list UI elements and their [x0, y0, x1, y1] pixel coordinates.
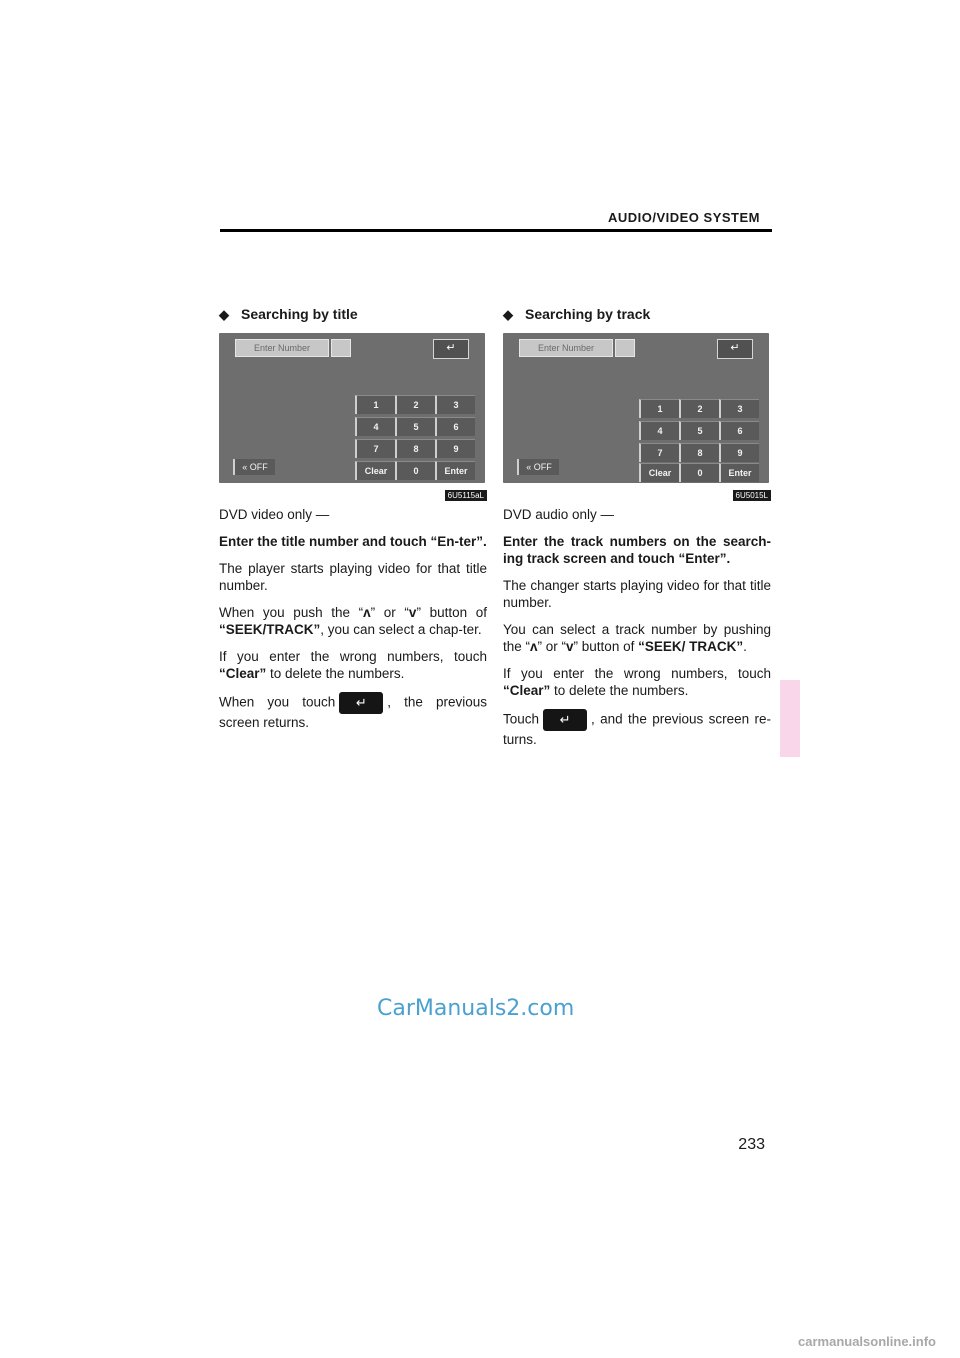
figure-code [503, 485, 771, 500]
clear-label: “Clear” [503, 683, 551, 698]
key-1: 1 [639, 399, 679, 418]
return-arrow-icon [543, 709, 587, 731]
text: to delete the numbers. [266, 666, 405, 681]
figure-code-text: 6U5115aL [445, 490, 487, 501]
paragraph: DVD video only — [219, 507, 330, 522]
paragraph [219, 648, 487, 682]
key-clear: Clear [639, 463, 679, 482]
down-arrow-icon: v [566, 639, 574, 654]
watermark[interactable]: CarManuals2.com [377, 996, 575, 1021]
return-arrow-icon: ↵ [433, 339, 469, 359]
down-arrow-icon: v [408, 605, 417, 620]
text: , you can select a chap-ter. [320, 622, 482, 637]
key-8: 8 [395, 439, 435, 458]
text: ” or “ [537, 639, 567, 654]
key-clear: Clear [355, 461, 395, 480]
paragraph: The player starts playing video for that title number. [219, 561, 487, 593]
key-6: 6 [719, 421, 759, 440]
right-heading [503, 305, 771, 323]
field-button [331, 339, 351, 357]
text: ” button of [573, 639, 639, 654]
key-7: 7 [639, 443, 679, 462]
text: to delete the numbers. [550, 683, 689, 698]
seek-track-label: “SEEK/TRACK” [219, 622, 321, 637]
paragraph [219, 692, 487, 731]
paragraph [503, 665, 771, 699]
key-5: 5 [395, 417, 435, 436]
section-tab [780, 680, 800, 757]
off-button: « OFF [233, 459, 275, 475]
key-enter: Enter [719, 463, 759, 482]
left-heading-text: Searching by title [241, 306, 358, 322]
key-3: 3 [719, 399, 759, 418]
field-button [615, 339, 635, 357]
section-title: AUDIO/VIDEO SYSTEM [607, 210, 760, 225]
key-2: 2 [679, 399, 719, 418]
paragraph [503, 709, 771, 748]
enter-number-field: Enter Number [519, 339, 613, 357]
instruction [219, 533, 487, 550]
text: ” or “ [370, 605, 409, 620]
paragraph [503, 621, 771, 655]
key-enter: Enter [435, 461, 475, 480]
paragraph: The changer starts playing video for that title number. [503, 578, 771, 610]
title-search-screen [219, 333, 485, 483]
figure-code-text: 6U5015L [733, 490, 771, 501]
text: If you enter the wrong numbers, touch [503, 666, 771, 681]
seek-track-label: “SEEK/ TRACK” [638, 639, 744, 654]
key-9: 9 [719, 443, 759, 462]
clear-label: “Clear” [219, 666, 267, 681]
diamond-bullet-icon: ◆ [219, 307, 229, 322]
track-search-screen [503, 333, 769, 483]
right-heading-text: Searching by track [525, 306, 651, 322]
key-3: 3 [435, 395, 475, 414]
enter-number-field: Enter Number [235, 339, 329, 357]
text: , and the previous screen re-turns. [503, 711, 771, 747]
key-5: 5 [679, 421, 719, 440]
header-rule [220, 229, 772, 232]
right-column [503, 305, 771, 748]
text: ” button of [416, 605, 488, 620]
left-heading [219, 305, 487, 323]
up-arrow-icon: ʌ [363, 605, 371, 620]
text: Touch [503, 711, 540, 727]
key-8: 8 [679, 443, 719, 462]
diamond-bullet-icon: ◆ [503, 307, 513, 322]
key-4: 4 [355, 417, 395, 436]
off-button: « OFF [517, 459, 559, 475]
text: , the previous screen returns. [219, 694, 488, 730]
instruction-text: Enter the title number and touch “En-ter”. [219, 534, 487, 549]
key-9: 9 [435, 439, 475, 458]
text: When you push the “ [219, 605, 364, 620]
left-column [219, 305, 487, 731]
up-arrow-icon: ʌ [530, 639, 538, 654]
key-0: 0 [679, 463, 719, 482]
text: When you touch [219, 694, 336, 710]
return-arrow-icon [339, 692, 383, 714]
key-0: 0 [395, 461, 435, 480]
paragraph: DVD audio only — [503, 507, 615, 522]
instruction-text: Enter the track numbers on the search-ing track screen and touch “Enter”. [503, 534, 771, 566]
return-arrow-icon: ↵ [717, 339, 753, 359]
text: You can select a track number by pushing the “ [503, 622, 771, 654]
footer-watermark: carmanualsonline.info [798, 1334, 936, 1349]
key-6: 6 [435, 417, 475, 436]
page-number: 233 [738, 1136, 765, 1153]
key-2: 2 [395, 395, 435, 414]
key-7: 7 [355, 439, 395, 458]
figure-code [219, 485, 487, 500]
text: If you enter the wrong numbers, touch [219, 649, 487, 664]
paragraph [219, 604, 487, 638]
key-4: 4 [639, 421, 679, 440]
instruction [503, 533, 771, 567]
text: . [743, 639, 747, 654]
key-1: 1 [355, 395, 395, 414]
